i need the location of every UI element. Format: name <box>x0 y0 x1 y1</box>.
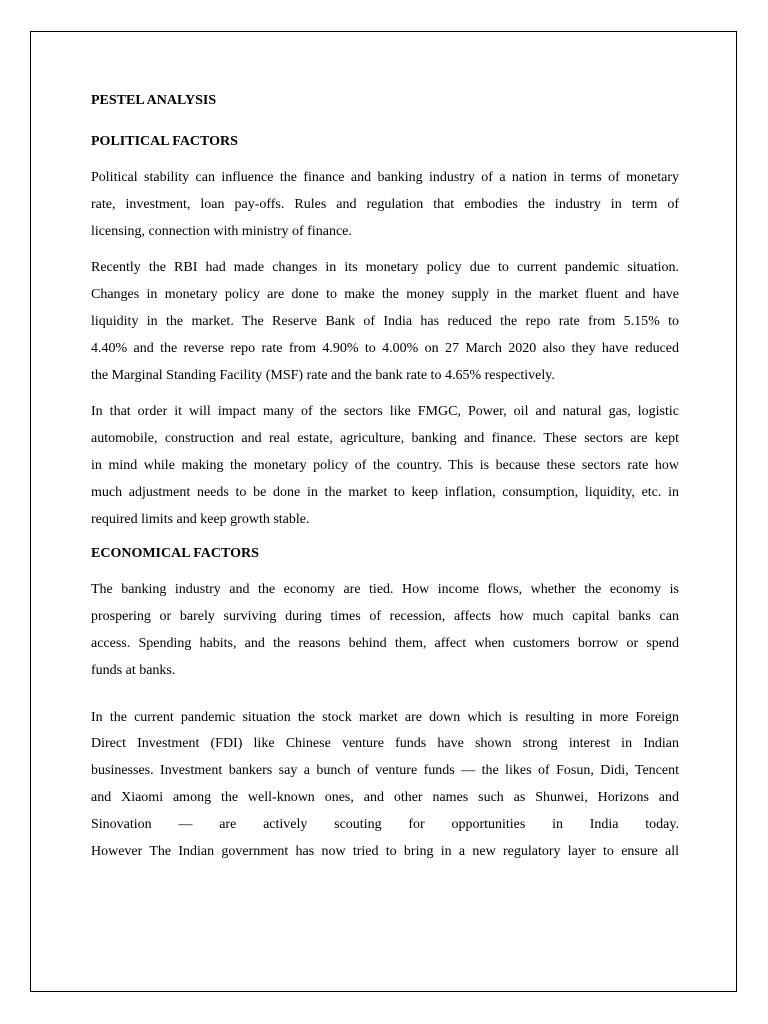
document-title: PESTEL ANALYSIS <box>91 93 217 108</box>
section-heading-political: POLITICAL FACTORS <box>91 134 238 149</box>
text-line: rate, investment, loan pay-offs. Rules and regulation that embodies the industry in term of <box>91 196 679 212</box>
paragraph-sector-impact <box>91 399 679 533</box>
text-line: prospering or barely surviving during times of recession, affects how much capital banks can <box>91 609 679 625</box>
text-line: Direct Investment (FDI) like Chinese venture funds have shown strong interest in Indian <box>91 736 679 752</box>
text-line: and Xiaomi among the well-known ones, and other names such as Shunwei, Horizons and <box>91 789 679 805</box>
text-line: Sinovation — are actively scouting for opportunities in India today. <box>91 816 679 832</box>
document-body <box>91 90 679 875</box>
paragraph-rbi-monetary-policy <box>91 255 679 389</box>
text-line: Changes in monetary policy are done to make the money supply in the market fluent and have <box>91 287 679 303</box>
text-line: required limits and keep growth stable. <box>91 511 310 527</box>
text-line: Recently the RBI had made changes in its monetary policy due to current pandemic situation. <box>91 260 679 276</box>
paragraph-political-stability <box>91 165 679 245</box>
text-line: funds at banks. <box>91 662 176 678</box>
text-line: businesses. Investment bankers say a bunch of venture funds — the likes of Fosun, Didi, Tencent <box>91 763 679 779</box>
text-line: The banking industry and the economy are tied. How income flows, whether the economy is <box>91 582 679 598</box>
text-line: However The Indian government has now tried to bring in a new regulatory layer to ensure all <box>91 843 679 859</box>
text-line: licensing, connection with ministry of finance. <box>91 223 352 239</box>
text-line: Political stability can influence the finance and banking industry of a nation in terms of monetary <box>91 170 679 185</box>
text-line: access. Spending habits, and the reasons behind them, affect when customers borrow or spend <box>91 635 679 651</box>
paragraph-fdi-pandemic <box>91 705 679 866</box>
text-line: much adjustment needs to be done in the market to keep inflation, consumption, liquidity, etc. in <box>91 484 679 500</box>
text-line: liquidity in the market. The Reserve Bank of India has reduced the repo rate from 5.15% to <box>91 313 679 329</box>
text-line: In that order it will impact many of the sectors like FMGC, Power, oil and natural gas, logistic <box>91 404 679 420</box>
text-line: the Marginal Standing Facility (MSF) rate and the bank rate to 4.65% respectively. <box>91 367 555 383</box>
paragraph-banking-economy <box>91 577 679 684</box>
text-line: in mind while making the monetary policy of the country. This is because these sectors rate how <box>91 457 679 473</box>
text-line: automobile, construction and real estate, agriculture, banking and finance. These sectors are kept <box>91 431 679 447</box>
section-heading-economical: ECONOMICAL FACTORS <box>91 546 259 562</box>
text-line: 4.40% and the reverse repo rate from 4.90% to 4.00% on 27 March 2020 also they have reduced <box>91 340 679 356</box>
text-line: In the current pandemic situation the stock market are down which is resulting in more Foreign <box>91 709 679 725</box>
